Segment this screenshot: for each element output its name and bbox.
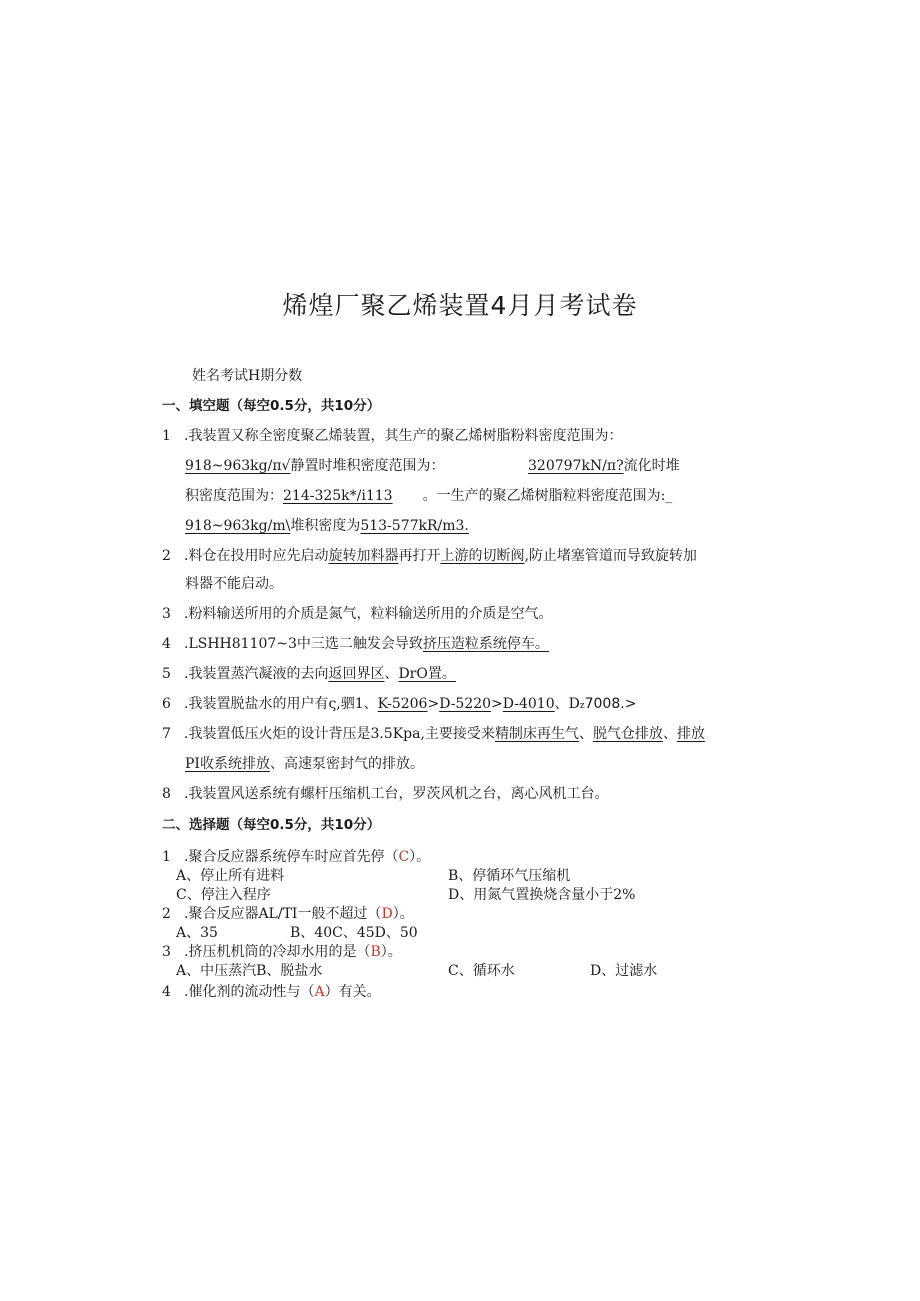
question-number: 1 [162, 849, 171, 865]
question-number: 1 [162, 428, 171, 444]
question-text: .料仓在投用时应先启动 [184, 548, 329, 564]
question-text: ）。 [409, 849, 431, 865]
question-text: .我装置蒸汽凝液的去向 [184, 666, 329, 682]
s1-q3 [162, 605, 552, 623]
question-text: .挤压机机筒的冷却水用的是（ [184, 944, 371, 960]
page-title: 烯煌厂聚乙烯装置4月月考试卷 [282, 291, 638, 320]
answer-blank: K-5206 [377, 696, 428, 712]
question-text: 、D [554, 696, 580, 712]
question-text: 、 [662, 726, 677, 742]
question-number: 4 [162, 636, 171, 652]
subscript-char: z [579, 701, 585, 711]
answer-blank: 918~963kg/π√ [185, 458, 291, 474]
question-number: 7 [162, 726, 171, 742]
s2-q4 [162, 983, 381, 1001]
s1-q2-line1 [162, 547, 697, 565]
question-text: .聚合反应器AL/TI一般不超过（ [184, 906, 382, 922]
question-text: 积密度范围为： [185, 488, 283, 504]
answer-blank: DrO置。 [398, 666, 456, 682]
info-line: 姓名考试H期分数 [192, 368, 303, 384]
question-number: 3 [162, 606, 171, 622]
s1-q4 [162, 635, 549, 653]
question-text: 、 [578, 726, 593, 742]
s1-q2-line2: 料器不能启动。 [185, 576, 283, 592]
s2-q1 [162, 848, 430, 866]
s1-q8 [162, 785, 608, 803]
question-text: .聚合反应器系统停车时应首先停（ [184, 849, 399, 865]
s1-q1-line3 [185, 487, 672, 505]
s2-q3 [162, 943, 402, 961]
question-text: 7008.> [584, 696, 637, 712]
question-text: .我装置低压火炬的设计背压是3.5Kpa,主要接受来 [184, 726, 495, 742]
question-text: > [491, 696, 503, 712]
question-text: ,防止堵塞管道而导致旋转加 [524, 548, 697, 564]
s1-q7-line1 [162, 725, 705, 743]
answer-blank: 上游的切断阀 [440, 548, 525, 564]
answer-blank: 旋转加料器 [328, 548, 399, 564]
question-text: .粉料输送所用的介质是氮气，粒料输送所用的介质是空气。 [184, 606, 553, 622]
s1-q5 [162, 665, 456, 683]
answer-letter: A [314, 984, 325, 1000]
answer-letter: D [381, 906, 393, 922]
question-number: 2 [162, 548, 171, 564]
answer-blank: 排放 [676, 726, 705, 742]
question-text: 堆积密度为 [290, 518, 361, 534]
question-text: 流化时堆 [623, 458, 680, 474]
question-text: 、高速泵密封气的排放。 [269, 756, 424, 772]
question-text: .催化剂的流动性与（ [184, 984, 315, 1000]
answer-blank: 320797kN/π? [528, 458, 624, 474]
section1-heading: 一、填空题（每空0.5分，共10分） [162, 398, 381, 414]
s2-q3-option-d: D、过滤水 [590, 963, 658, 979]
s2-q3-options-ab: A、中压蒸汽B、脱盐水 [176, 963, 323, 979]
s1-q1-line2b [528, 457, 680, 475]
question-text: 。一生产的聚乙烯树脂粒料密度范围为:_ [422, 488, 673, 504]
question-text: .我装置脱盐水的用户有ς,驷1、 [184, 696, 378, 712]
answer-blank: 513-577kR/m3. [360, 518, 469, 534]
s2-q2 [162, 905, 414, 923]
s2-q2-option-a: A、35 [176, 925, 218, 941]
answer-letter: B [370, 944, 381, 960]
s2-q1-option-a: A、停止所有进料 [176, 868, 285, 884]
section2-heading: 二、选择题（每空0.5分，共10分） [162, 817, 381, 833]
question-text: ）有关。 [324, 984, 381, 1000]
question-text: ）。 [392, 906, 414, 922]
s1-q7-line2 [185, 755, 424, 773]
answer-blank: 精制床再生气 [494, 726, 579, 742]
question-number: 3 [162, 944, 171, 960]
question-number: 8 [162, 786, 171, 802]
s2-q1-option-b: B、停循环气压缩机 [448, 868, 571, 884]
question-number: 6 [162, 696, 171, 712]
s1-q1-line4 [185, 517, 469, 535]
question-text: > [427, 696, 440, 712]
question-number: 2 [162, 906, 171, 922]
question-text: 静置时堆积密度范围为： [290, 458, 445, 474]
answer-blank: 返回界区 [328, 666, 385, 682]
answer-blank: 脱气仓排放 [592, 726, 663, 742]
question-text: .我装置风送系统有螺杆压缩机工台，罗茨风机之台，离心风机工台。 [184, 786, 609, 802]
s2-q1-option-d: D、用氮气置换烧含量小于2% [448, 887, 636, 903]
answer-blank: 挤压造粒系统停车。 [422, 636, 549, 652]
answer-blank: 214-325k*/i113 [283, 488, 393, 504]
s1-q1-line2 [185, 457, 444, 475]
question-number: 5 [162, 666, 171, 682]
question-text: .我装置又称全密度聚乙烯装置，其生产的聚乙烯树脂粉料密度范围为： [184, 428, 623, 444]
question-text: 、 [384, 666, 399, 682]
s2-q2-options-bcd: B、40C、45D、50 [290, 925, 418, 941]
question-text: 再打开 [398, 548, 441, 564]
question-text: ）。 [380, 944, 402, 960]
question-number: 4 [162, 984, 171, 1000]
s2-q3-option-c: C、循环水 [448, 963, 515, 979]
answer-letter: C [398, 849, 410, 865]
s2-q1-option-c: C、停注入程序 [176, 887, 271, 903]
answer-blank: 918~963kg/m\ [185, 518, 291, 534]
answer-blank: D-5220 [439, 696, 492, 712]
answer-blank: PI收系统排放 [185, 756, 270, 772]
question-text: .LSHH81107~3中三选二触发会导致 [184, 636, 423, 652]
s1-q6 [162, 695, 636, 715]
answer-blank: D-4010 [502, 696, 555, 712]
s1-q1-line1 [162, 427, 622, 445]
